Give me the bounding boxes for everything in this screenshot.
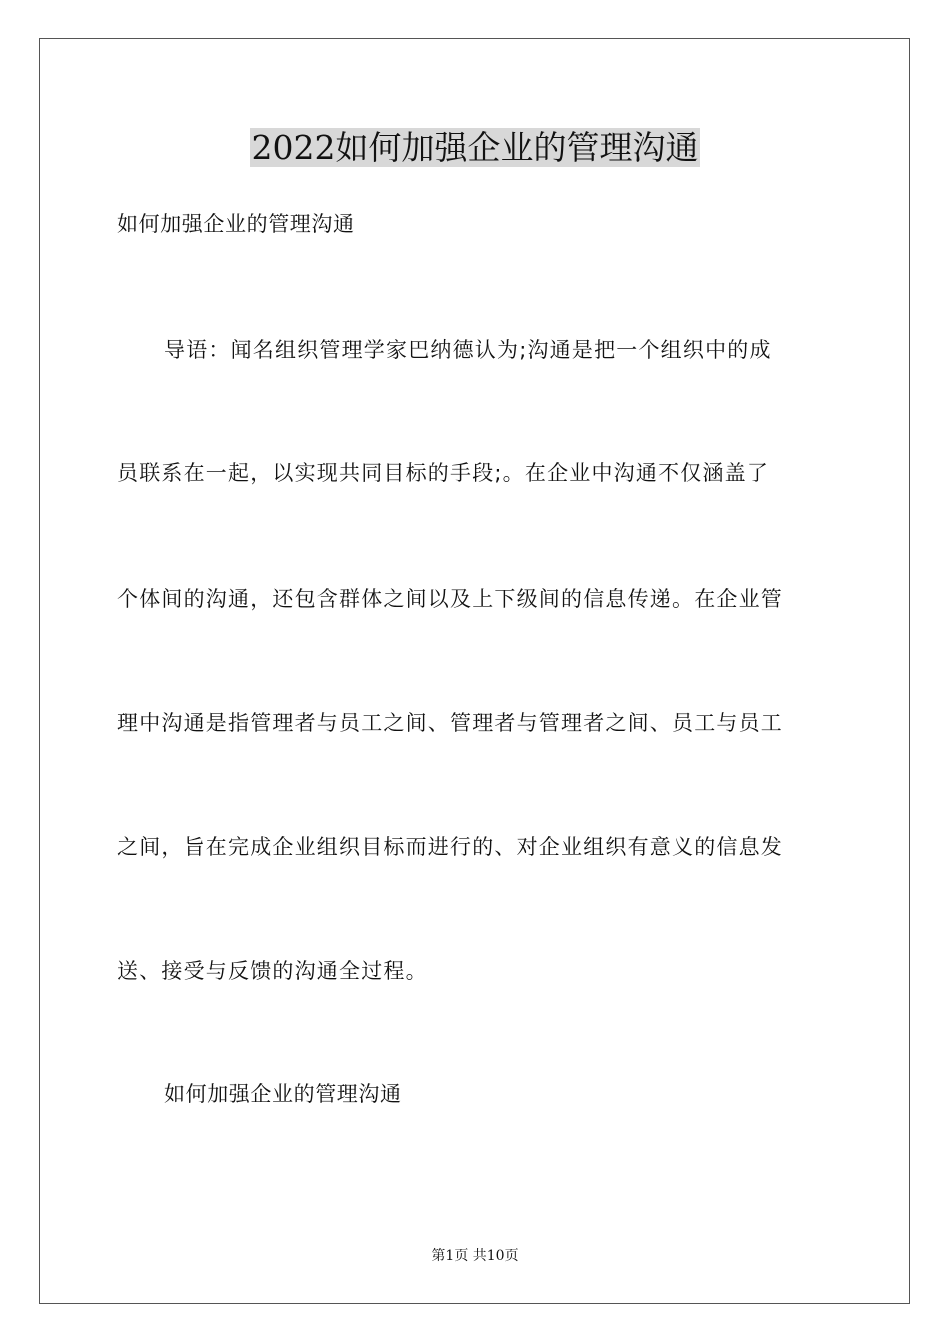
paragraph-line: 理中沟通是指管理者与员工之间、管理者与管理者之间、员工与员工 <box>117 711 783 735</box>
page-indicator: 第1页 共10页 <box>431 1248 519 1264</box>
section-heading: 如何加强企业的管理沟通 <box>164 1082 402 1106</box>
document-subtitle: 如何加强企业的管理沟通 <box>117 212 355 236</box>
paragraph-line: 员联系在一起，以实现共同目标的手段;。在企业中沟通不仅涵盖了 <box>117 461 770 485</box>
paragraph-line: 送、接受与反馈的沟通全过程。 <box>117 959 428 983</box>
document-title <box>0 128 950 168</box>
paragraph-line: 导语：闻名组织管理学家巴纳德认为;沟通是把一个组织中的成 <box>164 338 772 362</box>
document-title-text: 2022如何加强企业的管理沟通 <box>251 128 699 167</box>
paragraph-line: 个体间的沟通，还包含群体之间以及上下级间的信息传递。在企业管 <box>117 587 783 611</box>
paragraph-line: 之间，旨在完成企业组织目标而进行的、对企业组织有意义的信息发 <box>117 835 783 859</box>
